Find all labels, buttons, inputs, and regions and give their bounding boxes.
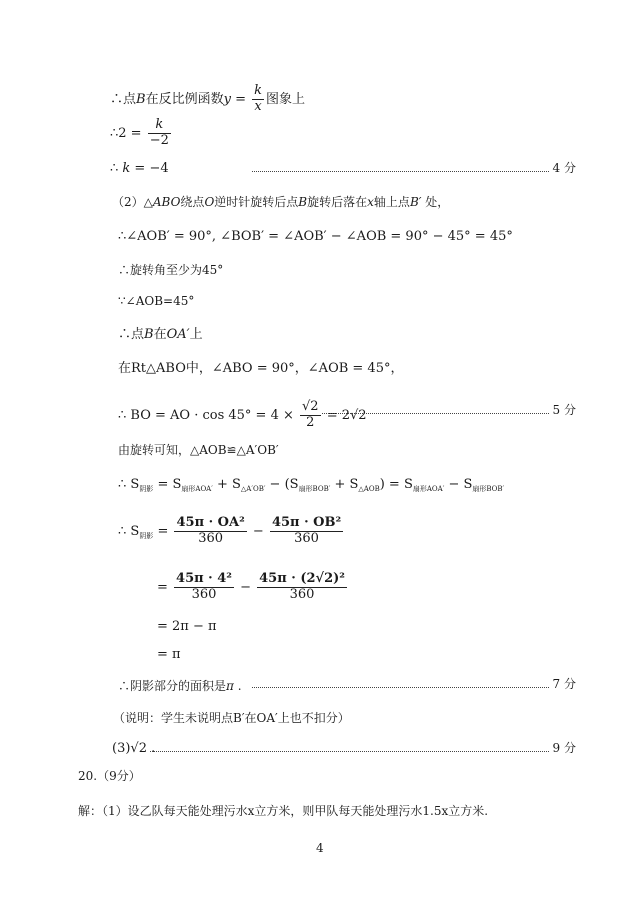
fraction-k-over-neg2: $\frac{k}{-2}$: [149, 117, 169, 148]
line-equals-pi: = π: [157, 647, 181, 662]
score-leader-4: 4 分: [252, 160, 576, 176]
page-number: 4: [316, 841, 324, 855]
fraction-sector-ob-sub: $\frac{\text{45π · (2√2)²}}{360}$: [259, 571, 345, 602]
line-part-2-rotation: （2）△ABO绕点O逆时针旋转后点B旋转后落在x轴上点B′ 处，: [112, 195, 450, 209]
line-question-20-solution: 解：（1）设乙队每天能处理污水x立方米，则甲队每天能处理污水1.5x立方米.: [78, 804, 489, 818]
line-b-on-oa-prime: ∴点B在OA′上: [118, 327, 203, 342]
fraction-sector-oa: $\frac{\text{45π · OA²}}{360}$: [176, 515, 245, 546]
fraction-sqrt2-over-2: $\frac{√2}{2}$: [302, 399, 319, 430]
line-shaded-area-result: ∴阴影部分的面积是π .: [118, 679, 242, 693]
score-leader-7: 7 分: [252, 676, 576, 692]
line-min-rotation-angle: ∴旋转角至少为45°: [118, 263, 224, 277]
line-shaded-area-substituted: = $\frac{\text{45π · 4²}}{360}$ − $\frac{\text{45π · (2√2)²}}{360}$: [157, 571, 345, 602]
score-leader-9: 9 分: [150, 740, 576, 756]
line-right-triangle-abo: 在Rt△ABO中，∠ABO = 90°，∠AOB = 45°，: [118, 361, 404, 376]
fraction-sector-oa-sub: $\frac{\text{45π · 4²}}{360}$: [176, 571, 232, 602]
line-two-pi-minus-pi: = 2π − π: [157, 619, 217, 634]
line-point-b-on-curve: ∴点B在反比例函数y = $\frac{k}{x}$ 图象上: [110, 83, 306, 114]
line-two-equals-k-over-neg2: ∴2 = $\frac{k}{-2}$: [110, 117, 169, 148]
line-grading-note: （说明：学生未说明点B′在OA′上也不扣分）: [113, 711, 350, 725]
fraction-sector-ob: $\frac{\text{45π · OB²}}{360}$: [271, 515, 342, 546]
line-shaded-area-decomposition: ∴ $S_{阴影} = S_{扇形AOA'} + S_{\triangle A'OB'} - (S_{扇形BOB'} + S_{\triangle AOB}) = S_{扇形AOA'} - S_{扇形BOB'}$: [118, 477, 505, 493]
line-k-value: ∴ k = −4: [110, 161, 169, 176]
score-leader-5: 5 分: [322, 402, 576, 418]
line-shaded-area-formula: ∴ $S_{阴影}$ = $\frac{\text{45π · OA²}}{360}$ − $\frac{\text{45π · OB²}}{360}$: [118, 515, 342, 546]
line-angle-aob-prime: ∴∠AOB′ = 90°, ∠BOB′ = ∠AOB′ − ∠AOB = 90° − 45° = 45°: [118, 229, 513, 244]
line-part-3-answer: (3)√2 .: [112, 741, 156, 756]
line-congruent-triangles: 由旋转可知，△AOB≌△A′OB′: [118, 443, 279, 457]
line-question-20-heading: 20.（9分）: [78, 769, 141, 783]
line-bo-value: ∴ BO = AO · cos 45° = 4 × $\frac{√2}{2}$ = 2√2: [118, 399, 367, 430]
fraction-k-over-x: $\frac{k}{x}$: [254, 83, 263, 114]
line-angle-aob: ∵∠AOB=45°: [118, 294, 195, 308]
